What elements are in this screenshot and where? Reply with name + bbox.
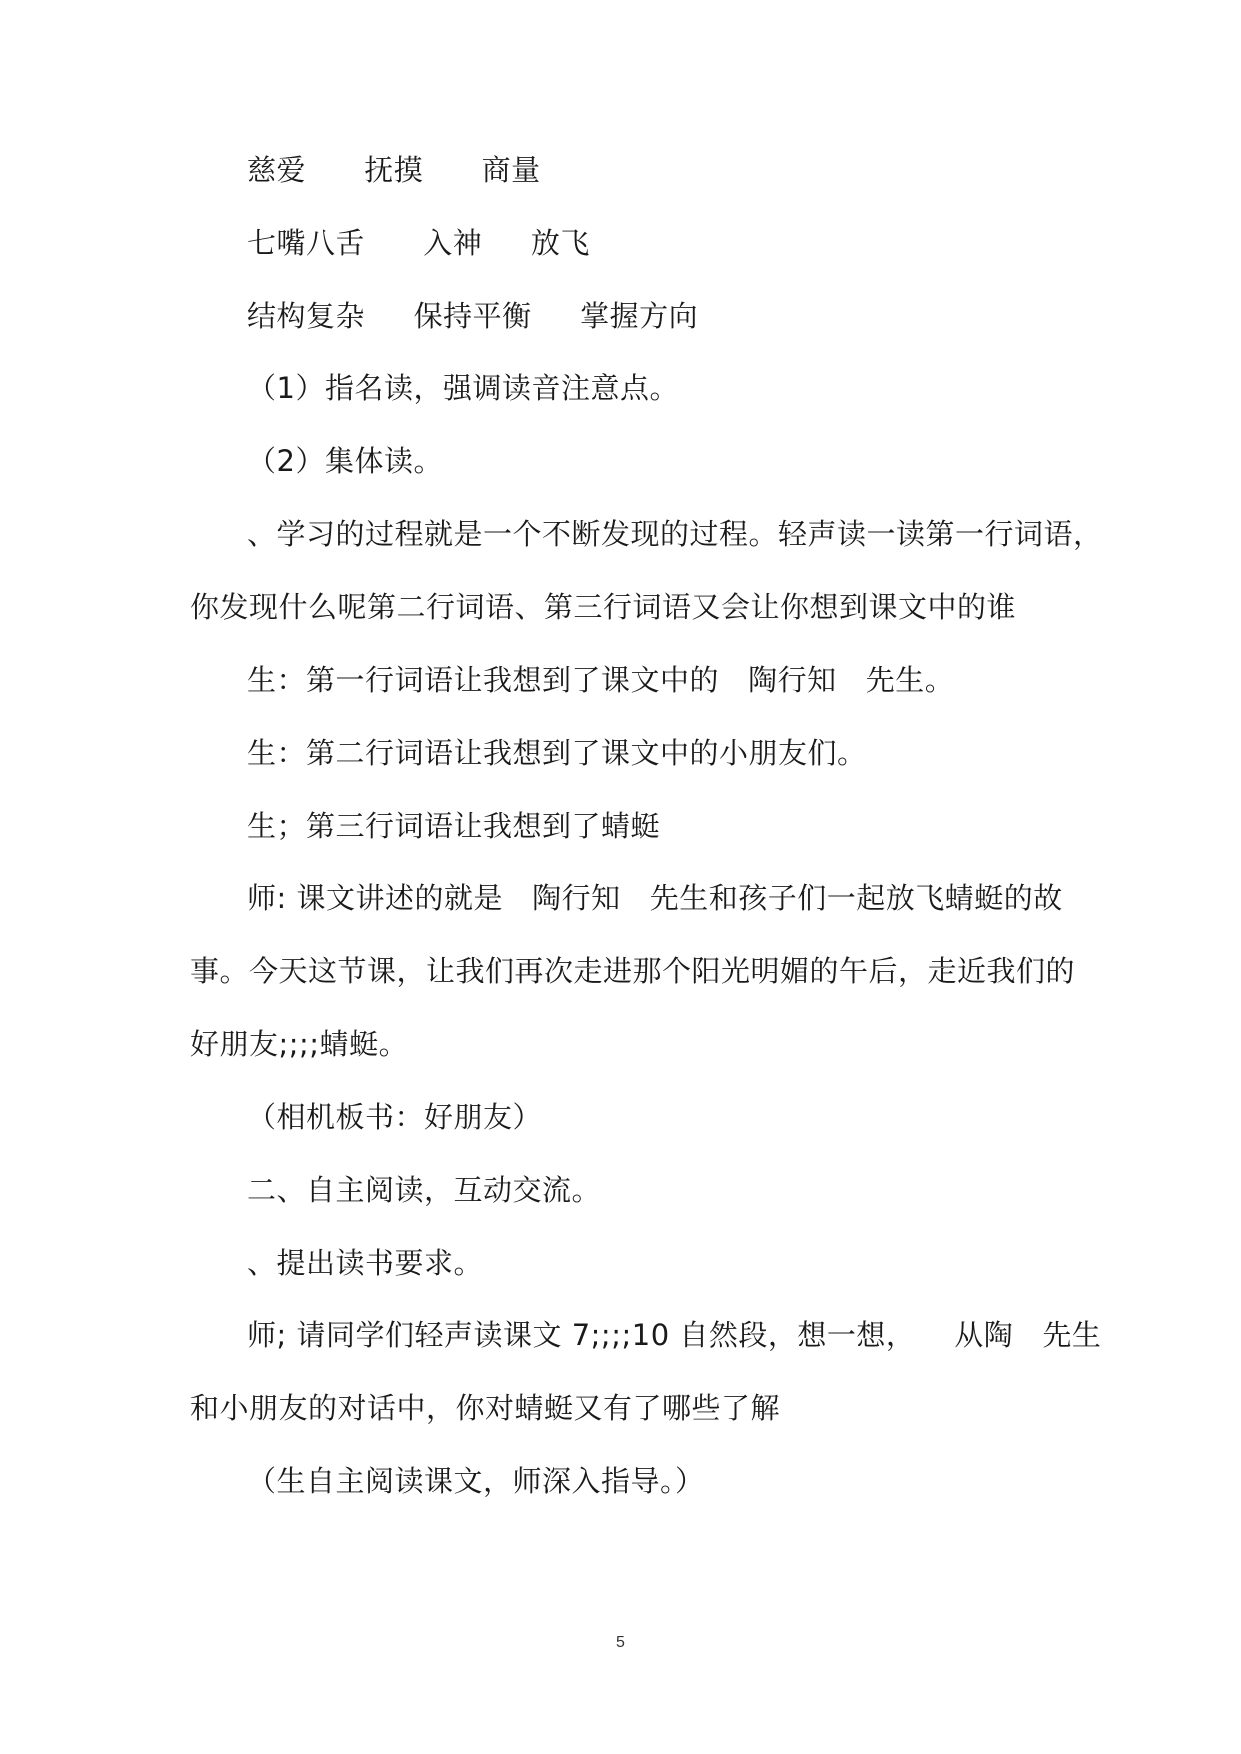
paragraph-line: 、学习的过程就是一个不断发现的过程。轻声读一读第一行词语， [247, 517, 1103, 551]
paragraph-line: 生；第三行词语让我想到了蜻蜓 [247, 809, 661, 843]
paragraph-line: 、提出读书要求。 [247, 1246, 484, 1280]
vocab-row-3: 结构复杂 保持平衡 掌握方向 [247, 299, 699, 333]
paragraph-line: 师; 请同学们轻声读课文 7;;;;10 自然段，想一想， 从陶 先生 [247, 1318, 1102, 1352]
paragraph-line: （生自主阅读课文，师深入指导。） [247, 1464, 705, 1498]
paragraph-line: 生：第二行词语让我想到了课文中的小朋友们。 [247, 736, 867, 770]
paragraph-line: （2）集体读。 [247, 444, 443, 478]
paragraph-line: 师: 课文讲述的就是 陶行知 先生和孩子们一起放飞蜻蜓的故 [247, 881, 1063, 915]
paragraph-line: 好朋友;;;;蜻蜓。 [190, 1027, 409, 1061]
vocab-row-1: 慈爱 抚摸 商量 [247, 153, 541, 187]
paragraph-line: 和小朋友的对话中，你对蜻蜓又有了哪些了解 [190, 1391, 781, 1425]
paragraph-line: 事。今天这节课，让我们再次走进那个阳光明媚的午后，走近我们的 [190, 954, 1076, 988]
section-heading: 二、自主阅读，互动交流。 [247, 1173, 602, 1207]
paragraph-line: （1）指名读，强调读音注意点。 [247, 371, 679, 405]
page-number: 5 [616, 1634, 625, 1651]
paragraph-line: 你发现什么呢第二行词语、第三行词语又会让你想到课文中的谁 [190, 590, 1017, 624]
vocab-row-2: 七嘴八舌 入神 放飞 [247, 226, 590, 260]
paragraph-line: 生：第一行词语让我想到了课文中的 陶行知 先生。 [247, 663, 955, 697]
paragraph-line: （相机板书：好朋友） [247, 1100, 543, 1134]
